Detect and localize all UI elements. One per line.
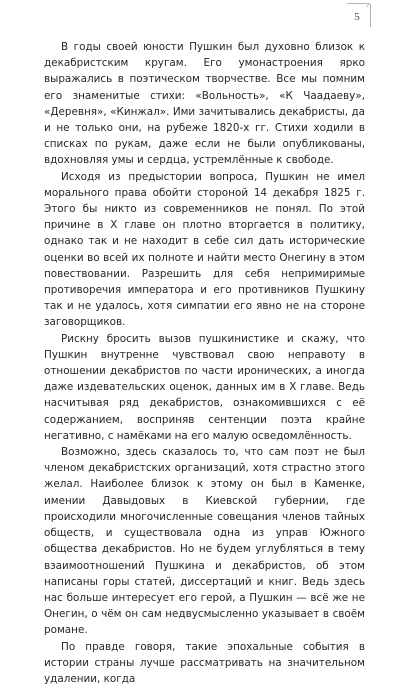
paragraph-5: По правде говоря, такие эпохальные события в истории страны лучше рассматривать на значительном удалении, когда — [44, 640, 365, 685]
paragraph-4: Возможно, здесь сказалось то, что сам поэт не был членом декабристских организаций, хотя страстно этого желал. Наиболее близок к этому он был в Каменке, имении Давыдовых в Киевской губернии, где происходили многочисленные совещания членов тайных обществ, и существовала одна из управ Южного общества декабристов. Но не будем углубляться в тему взаимоотношений Пушкина и декабристов, об этом написаны горы статей, диссертаций и книг. Ведь здесь нас больше интересует его герой, а Пушкин — всё же не Онегин, о чём он сам недвусмысленно указывает в своём романе. — [44, 446, 365, 637]
paragraph-3: Рискну бросить вызов пушкинистике и скажу, что Пушкин внутренне чувствовал свою неправоту в отношении декабристов по части иронических, а иногда даже издевательских оценок, данных им в X главе. Ведь насчитывая ряд декабристов, ознакомившихся с её содержанием, восприняв сентенции поэта крайне негативно, с намёками на его малую осведомлённость. — [44, 332, 365, 442]
body-text — [44, 39, 365, 687]
paragraph-2: Исходя из предыстории вопроса, Пушкин не имел морального права обойти стороной 14 декабря 1825 г. Этого бы никто из современников не понял. По этой причине в X главе он плотно вторгается в политику, однако так и не находит в себе сил дать исторические оценки во всей их полноте и найти место Онегину в этом повествовании. Разрешить для себя непримиримые противоречия императора и его противников Пушкину так и не удалось, хотя симпатии его явно не на стороне заговорщиков. — [44, 170, 365, 329]
paragraph-1: В годы своей юности Пушкин был духовно близок к декабристским кругам. Его умонастроения ярко выражались в поэтическом творчестве. Все мы помним его знаменитые стихи: «Вольность», «К Чаадаеву», «Деревня», «Кинжал». Ими зачитывались декабристы, да и не только они, на рубеже 1820-х гг. Стихи ходили в списках по рукам, даже если не были опубликованы, вдохновляя умы и сердца, устремлённые к свободе. — [44, 41, 365, 167]
page-number: 5 — [354, 11, 360, 23]
page-number-frame — [346, 3, 372, 29]
